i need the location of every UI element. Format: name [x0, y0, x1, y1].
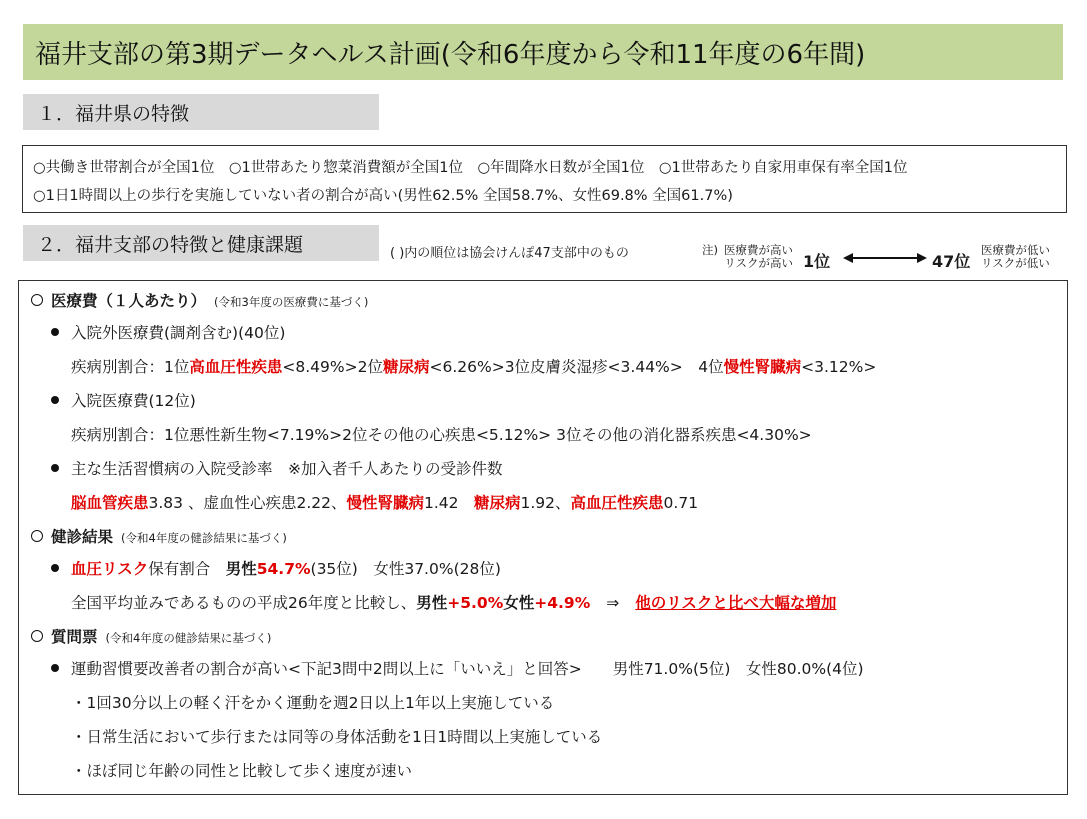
- question-item: ・日常生活において歩行または同等の身体活動を1日1時間以上実施している: [71, 728, 603, 746]
- double-arrow-icon: [843, 250, 927, 266]
- prefecture-features-box: [22, 145, 1067, 213]
- circle-icon: [31, 530, 43, 542]
- legend-note-prefix: 注): [702, 243, 718, 257]
- features-line-2: ○1日1時間以上の歩行を実施していない者の割合が高い(男性62.5% 全国58.7%、女性69.8% 全国61.7%): [33, 188, 733, 204]
- questionnaire-heading: 質問票 (令和4年度の健診結果に基づく): [31, 625, 271, 647]
- bullet-icon: [51, 464, 59, 472]
- circle-icon: [31, 294, 43, 306]
- bullet-icon: [51, 664, 59, 672]
- legend-rank47: 47位: [932, 252, 971, 271]
- blood-pressure-item: 血圧リスク保有割合 男性54.7%(35位) 女性37.0%(28位): [51, 557, 501, 579]
- blood-pressure-compare: 全国平均並みであるものの平成26年度と比較し、男性+5.0%女性+4.9% ⇒ 他のリスクと比べ大幅な増加: [71, 594, 837, 612]
- inpatient-detail: 疾病別割合：1位悪性新生物<7.19%>2位その他の心疾患<5.12%> 3位その他の消化器系疾患<4.30%>: [71, 426, 812, 444]
- page-title-text: 福井支部の第3期データヘルス計画(令和6年度から令和11年度の6年間): [35, 39, 866, 70]
- section1-heading: １．福井県の特徴: [23, 94, 379, 130]
- lifestyle-item: 主な生活習慣病の入院受診率 ※加入者千人あたりの受診件数: [51, 457, 503, 479]
- medical-heading: 医療費（１人あたり） (令和3年度の医療費に基づく): [31, 289, 368, 311]
- legend-rank1: 1位: [803, 252, 831, 271]
- exercise-item: 運動習慣要改善者の割合が高い<下記3問中2問以上に「いいえ」と回答> 男性71.0%(5位) 女性80.0%(4位): [51, 657, 864, 679]
- checkup-heading: 健診結果 (令和4年度の健診結果に基づく): [31, 525, 287, 547]
- legend-high: 医療費が高い リスクが高い: [724, 243, 793, 270]
- legend-low: 医療費が低い リスクが低い: [981, 243, 1050, 270]
- circle-icon: [31, 630, 43, 642]
- bullet-icon: [51, 328, 59, 336]
- rank-note: ( )内の順位は協会けんぽ47支部中のもの: [390, 246, 629, 261]
- section2-heading: ２．福井支部の特徴と健康課題: [23, 225, 379, 261]
- inpatient-item: 入院医療費(12位): [51, 389, 196, 411]
- arrow-right-icon: ⇒: [606, 594, 620, 612]
- bullet-icon: [51, 564, 59, 572]
- outpatient-detail: 疾病別割合：1位高血圧性疾患<8.49%>2位糖尿病<6.26%>3位皮膚炎湿疹<3.44%> 4位慢性腎臓病<3.12%>: [71, 358, 877, 376]
- outpatient-item: 入院外医療費(調剤含む)(40位): [51, 321, 285, 343]
- bullet-icon: [51, 396, 59, 404]
- health-issues-box: [18, 280, 1068, 795]
- page-title: [23, 24, 1063, 80]
- conclusion-text: 他のリスクと比べ大幅な増加: [635, 594, 837, 612]
- question-item: ・ほぼ同じ年齢の同性と比較して歩く速度が速い: [71, 762, 413, 780]
- features-line-1: ○共働き世帯割合が全国1位 ○1世帯あたり惣菜消費額が全国1位 ○年間降水日数が全国1位 ○1世帯あたり自家用車保有率全国1位: [33, 160, 908, 176]
- question-item: ・1回30分以上の軽く汗をかく運動を週2日以上1年以上実施している: [71, 694, 555, 712]
- lifestyle-detail: 脳血管疾患3.83 、虚血性心疾患2.22、慢性腎臓病1.42 糖尿病1.92、高血圧性疾患0.71: [71, 494, 699, 512]
